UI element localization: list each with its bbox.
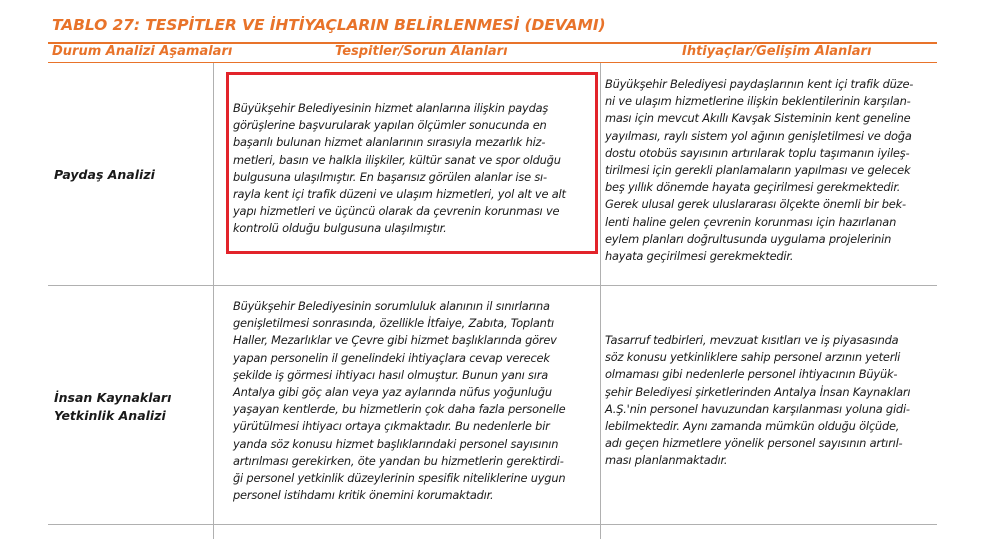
stage-line: İnsan Kaynakları [54, 390, 172, 405]
text-line: eylem planları doğrultusunda uygulama projelerinin [605, 231, 892, 246]
text-line: yaşayan kentlerde, bu hizmetlerin çok daha fazla personelle [233, 402, 566, 417]
column-divider-2 [600, 63, 601, 539]
text-line: şekilde iş görmesi ihtiyacı hasıl olmuştur. Bunun yanı sıra [233, 367, 548, 382]
stage-line: Paydaş Analizi [54, 167, 155, 182]
text-line: görüşlerine başvurularak yapılan ölçümler sonucunda en [233, 118, 547, 133]
text-line: Antalya gibi göç alan veya yaz aylarında nüfus yoğunluğu [233, 385, 552, 400]
header-rule [48, 62, 937, 63]
text-line: dostu otobüs sayısının artırılarak toplu taşımanın iyileş- [605, 145, 910, 160]
text-line: Gerek ulusal gerek uluslararası ölçekte önemli bir bek- [605, 197, 906, 212]
text-line: yapı hizmetleri ve üçüncü olarak da çevrenin korunması ve [233, 204, 560, 219]
text-line: yanda söz konusu hizmet başlıklarındaki personel sayısının [233, 436, 559, 451]
text-line: Büyükşehir Belediyesinin sorumluluk alanının il sınırlarına [233, 299, 550, 313]
header-needs: İhtiyaçlar/Gelişim Alanları [682, 44, 872, 59]
text-line: hayata geçirilmesi gerekmektedir. [605, 249, 794, 264]
text-line: tirilmesi için gerekli planlamaların yapılması ve gelecek [605, 163, 911, 178]
text-line: kontrolü olduğu bulgusuna ulaşılmıştır. [233, 221, 447, 236]
needs-cell-insan-kaynaklari [605, 332, 931, 470]
text-line: personel istihdamı kritik önemini korumaktadır. [233, 488, 494, 503]
highlight-box [226, 72, 598, 254]
text-line: genişletilmesi sonrasında, özellikle İtfaiye, Zabıta, Toplantı [233, 316, 554, 331]
text-line: lenti haline gelen çevrenin korunması için hazırlanan [605, 214, 897, 229]
text-line: yapan personelin il genelindeki ihtiyaçlara cevap verecek [233, 350, 550, 365]
text-line: ması için mevcut Akıllı Kavşak Sisteminin kent geneline [605, 111, 911, 126]
needs-cell-paydas [605, 76, 931, 265]
findings-cell-insan-kaynaklari [233, 298, 588, 504]
header-findings: Tespitler/Sorun Alanları [335, 44, 508, 59]
text-line: lebilmektedir. Aynı zamanda mümkün olduğu ölçüde, [605, 419, 900, 434]
text-line: metleri, basın ve halkla ilişkiler, kültür sanat ve spor olduğu [233, 152, 561, 167]
text-line: Haller, Mezarlıklar ve Çevre gibi hizmet başlıklarında görev [233, 333, 557, 348]
text-line: Büyükşehir Belediyesinin hizmet alanlarına ilişkin paydaş [233, 101, 549, 115]
text-line: ni ve ulaşım hizmetlerine ilişkin beklentilerinin karşılan- [605, 94, 911, 109]
row-divider-bottom [48, 524, 937, 525]
header-stage: Durum Analizi Aşamaları [52, 44, 233, 59]
text-line: söz konusu yetkinliklere sahip personel arzının yeterli [605, 350, 901, 365]
text-line: Büyükşehir Belediyesi paydaşlarının kent içi trafik düze- [605, 77, 914, 91]
column-divider-1 [213, 63, 214, 539]
stage-line: Yetkinlik Analizi [54, 408, 166, 423]
text-line: olmaması gibi nedenlerle personel ihtiyacının Büyük- [605, 367, 898, 382]
stage-cell-insan-kaynaklari [54, 389, 171, 425]
text-line: Tasarruf tedbirleri, mevzuat kısıtları ve iş piyasasında [605, 333, 899, 347]
text-line: beş yıllık dönemde hayata geçirilmesi gerekmektedir. [605, 180, 901, 195]
text-line: adı geçen hizmetlere yönelik personel sayısının artırıl- [605, 436, 903, 451]
text-line: bulgusuna ulaşılmıştır. En başarısız görülen alanlar ise sı- [233, 169, 547, 184]
text-line: ği personel yetkinlik düzeylerinin spesifik niteliklerine uygun [233, 471, 566, 486]
row-divider [48, 285, 937, 286]
text-line: başarılı bulunan hizmet alanlarının sırasıyla mezarlık hiz- [233, 135, 546, 150]
text-line: ması planlanmaktadır. [605, 453, 728, 468]
text-line: artırılması gerekirken, öte yandan bu hizmetlerin gerektirdi- [233, 453, 564, 468]
text-line: şehir Belediyesi şirketlerinden Antalya İnsan Kaynakları [605, 384, 911, 399]
table-title: TABLO 27: TESPİTLER VE İHTİYAÇLARIN BELİRLENMESİ (DEVAMI) [52, 16, 606, 34]
text-line: yayılması, raylı sistem yol ağının genişletilmesi ve doğa [605, 128, 912, 143]
text-line: A.Ş.'nin personel havuzundan karşılanması yoluna gidi- [605, 401, 910, 416]
stage-cell-paydas [54, 166, 155, 184]
text-line: yürütülmesi ihtiyacı ortaya çıkmaktadır. Bu nedenlerle bir [233, 419, 550, 434]
text-line: rayla kent içi trafik düzeni ve ulaşım hizmetleri, yol alt ve alt [233, 187, 566, 202]
